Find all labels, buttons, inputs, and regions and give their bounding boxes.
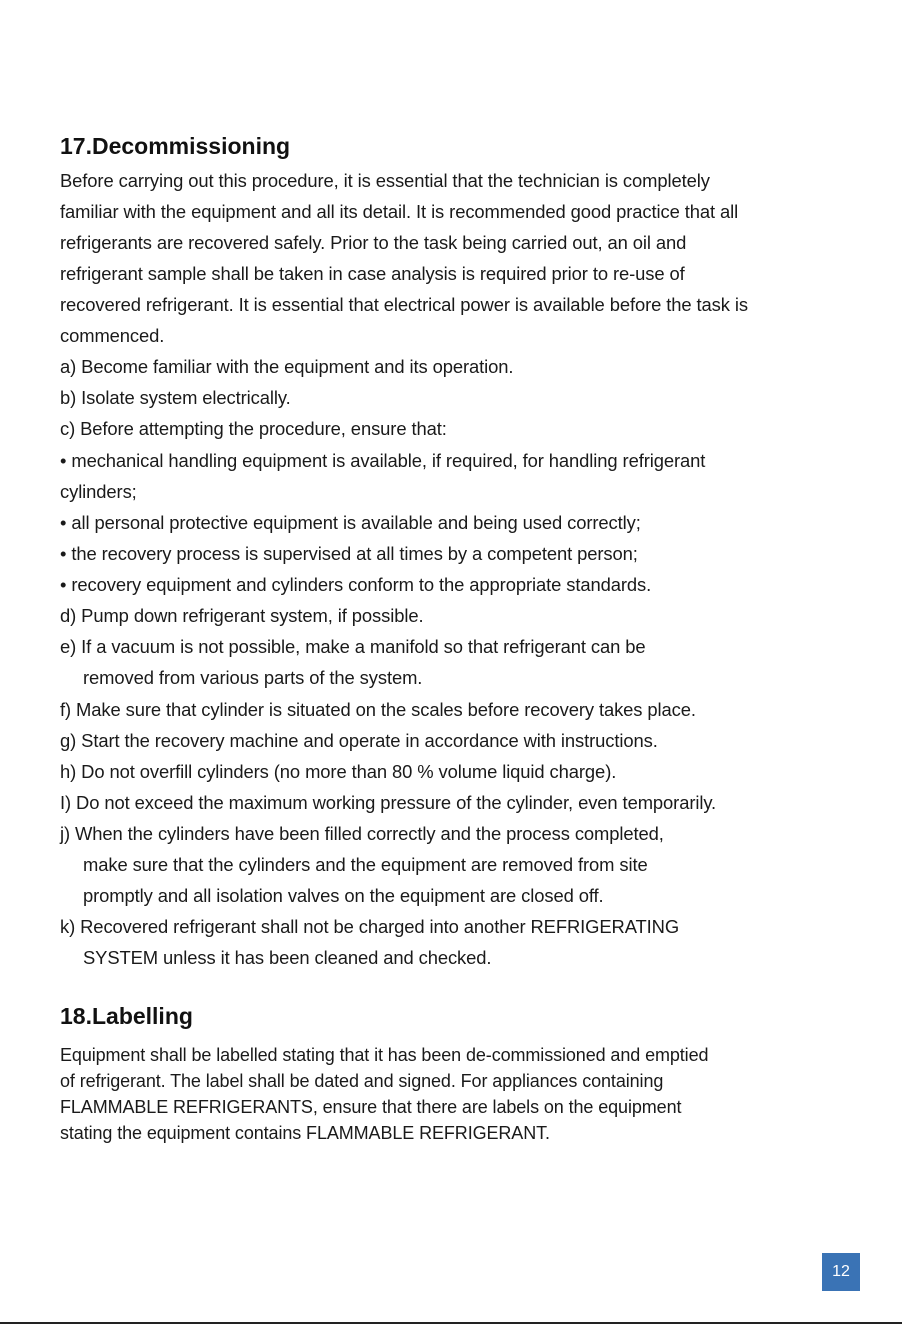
step-a: a) Become familiar with the equipment and its operation.	[60, 356, 514, 377]
section-17-title: 17.Decommissioning	[60, 133, 291, 159]
step-j-cont: promptly and all isolation valves on the equipment are closed off.	[83, 885, 604, 906]
intro-line: recovered refrigerant. It is essential that electrical power is available before the task is	[60, 294, 748, 315]
intro-line: commenced.	[60, 325, 165, 346]
step-j: j) When the cylinders have been filled correctly and the process completed,	[60, 823, 664, 844]
step-e-cont: removed from various parts of the system.	[83, 667, 423, 688]
step-b: b) Isolate system electrically.	[60, 387, 291, 408]
bullet-supervision: • the recovery process is supervised at all times by a competent person;	[60, 543, 638, 564]
intro-line: refrigerants are recovered safely. Prior to the task being carried out, an oil and	[60, 232, 687, 253]
labelling-line: stating the equipment contains FLAMMABLE REFRIGERANT.	[60, 1123, 550, 1143]
bullet-handling: • mechanical handling equipment is available, if required, for handling refrigerant	[60, 450, 706, 471]
step-h: h) Do not overfill cylinders (no more than 80 % volume liquid charge).	[60, 761, 617, 782]
section-18-title: 18.Labelling	[60, 1003, 193, 1029]
step-f: f) Make sure that cylinder is situated on the scales before recovery takes place.	[60, 699, 696, 720]
step-c: c) Before attempting the procedure, ensure that:	[60, 418, 447, 439]
step-g: g) Start the recovery machine and operate in accordance with instructions.	[60, 730, 658, 751]
page-number-badge: 12	[822, 1253, 860, 1291]
step-k-cont: SYSTEM unless it has been cleaned and checked.	[83, 947, 492, 968]
bullet-handling-cont: cylinders;	[60, 481, 137, 502]
intro-line: familiar with the equipment and all its detail. It is recommended good practice that all	[60, 201, 739, 222]
labelling-line: FLAMMABLE REFRIGERANTS, ensure that there are labels on the equipment	[60, 1097, 682, 1117]
intro-line: Before carrying out this procedure, it is essential that the technician is completely	[60, 170, 710, 191]
step-e: e) If a vacuum is not possible, make a manifold so that refrigerant can be	[60, 636, 646, 657]
intro-line: refrigerant sample shall be taken in case analysis is required prior to re-use of	[60, 263, 685, 284]
step-j-cont: make sure that the cylinders and the equipment are removed from site	[83, 854, 648, 875]
step-d: d) Pump down refrigerant system, if possible.	[60, 605, 424, 626]
labelling-line: of refrigerant. The label shall be dated and signed. For appliances containing	[60, 1071, 664, 1091]
step-k: k) Recovered refrigerant shall not be charged into another REFRIGERATING	[60, 916, 680, 937]
step-i: I) Do not exceed the maximum working pressure of the cylinder, even temporarily.	[60, 792, 717, 813]
labelling-line: Equipment shall be labelled stating that it has been de-commissioned and emptied	[60, 1045, 709, 1065]
bullet-standards: • recovery equipment and cylinders conform to the appropriate standards.	[60, 574, 652, 595]
bullet-ppe: • all personal protective equipment is available and being used correctly;	[60, 512, 641, 533]
